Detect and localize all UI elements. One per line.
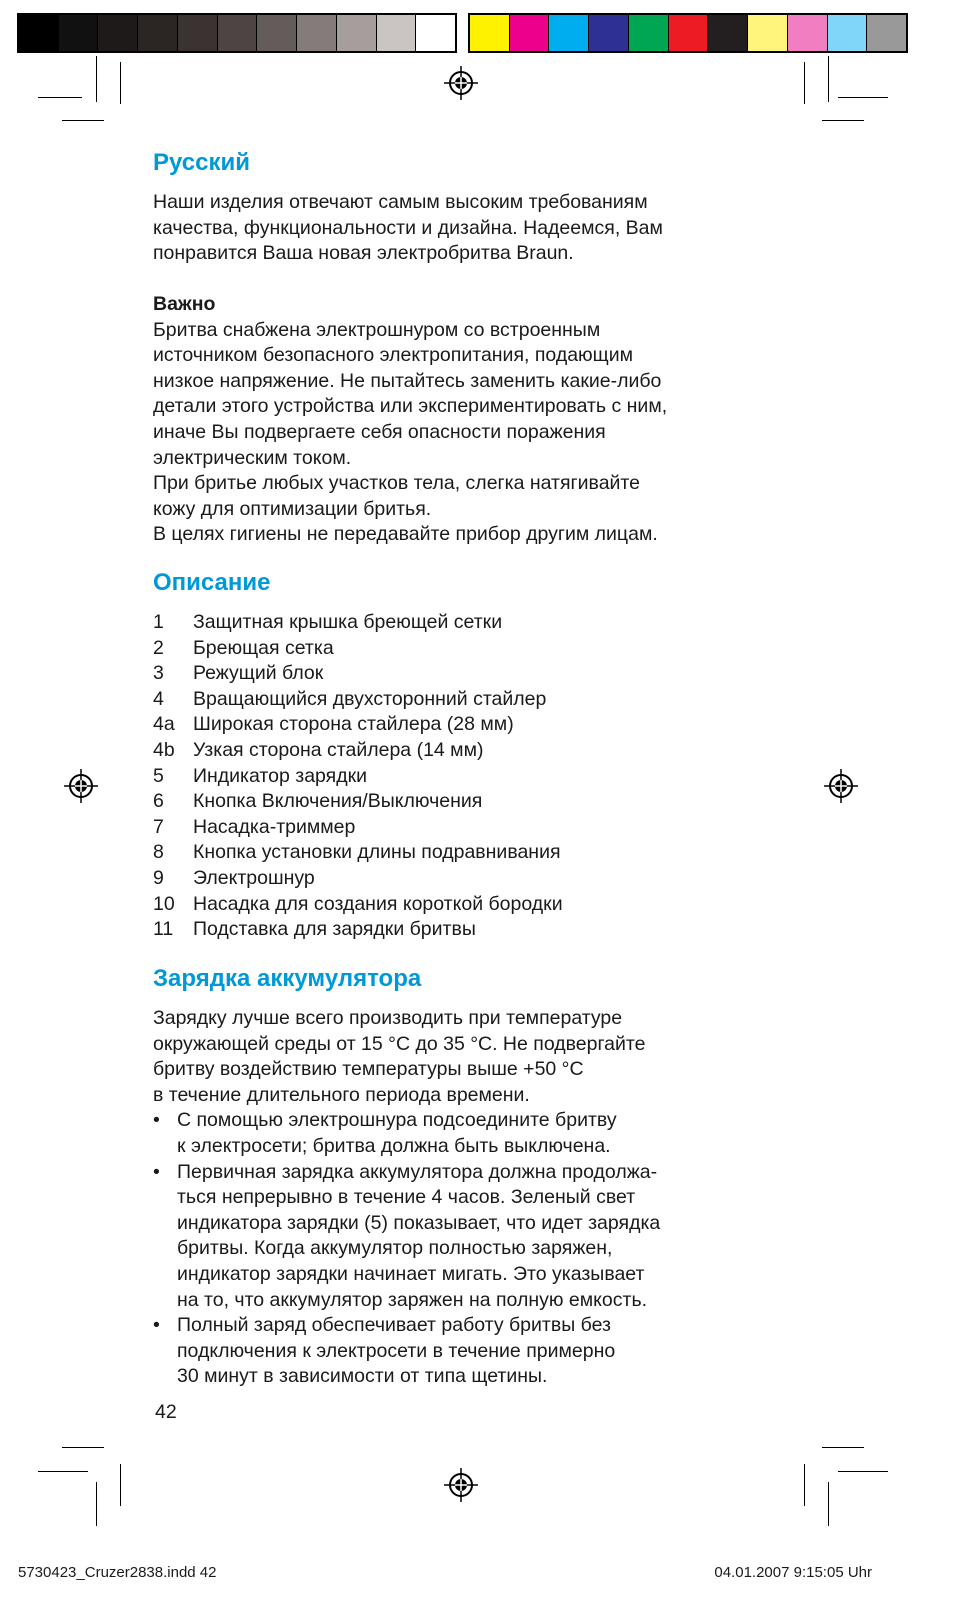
footer-timestamp: 04.01.2007 9:15:05 Uhr bbox=[714, 1564, 872, 1581]
bullet-icon: • bbox=[153, 1314, 160, 1337]
list-item-text: Индикатор зарядки bbox=[193, 764, 368, 787]
list-item bbox=[153, 636, 793, 662]
text-line: Полный заряд обеспечивает работу бритвы без bbox=[177, 1314, 611, 1337]
color-swatch bbox=[788, 15, 828, 51]
text-line: С помощью электрошнура подсоедините бритву bbox=[177, 1109, 617, 1132]
text-line: индикатора зарядки (5) показывает, что идет зарядка bbox=[177, 1211, 661, 1234]
list-item-number: 10 bbox=[153, 892, 175, 915]
color-swatch bbox=[470, 15, 510, 51]
crop-mark bbox=[838, 97, 888, 98]
color-swatch bbox=[589, 15, 629, 51]
list-item bbox=[153, 764, 793, 790]
text-line: низкое напряжение. Не пытайтесь заменить какие-либо bbox=[153, 369, 662, 392]
crop-mark bbox=[120, 1464, 121, 1506]
list-item-text: Электрошнур bbox=[193, 866, 315, 889]
color-swatch bbox=[337, 15, 377, 51]
list-item-number: 1 bbox=[153, 611, 164, 633]
color-swatch bbox=[19, 15, 59, 51]
list-item-number: 2 bbox=[153, 636, 164, 659]
text-line: бритвы. Когда аккумулятор полностью заряжен, bbox=[177, 1237, 613, 1260]
bullet-icon: • bbox=[153, 1109, 160, 1132]
list-item bbox=[153, 712, 793, 738]
color-swatch bbox=[98, 15, 138, 51]
important-label: Важно bbox=[153, 293, 216, 315]
color-swatch bbox=[708, 15, 748, 51]
list-item bbox=[153, 687, 793, 713]
important-block bbox=[153, 292, 793, 548]
color-swatch bbox=[257, 15, 297, 51]
list-item-number: 6 bbox=[153, 790, 164, 813]
list-item-text: Режущий блок bbox=[193, 662, 324, 685]
color-swatch bbox=[867, 15, 906, 51]
text-line: Бритва снабжена электрошнуром со встроенным bbox=[153, 318, 601, 341]
section-title-description: Описание bbox=[153, 569, 271, 596]
crop-mark bbox=[804, 62, 805, 104]
crop-mark bbox=[96, 56, 97, 102]
color-swatch bbox=[669, 15, 709, 51]
list-item-number: 3 bbox=[153, 662, 164, 685]
color-swatch bbox=[748, 15, 788, 51]
list-item-text: Защитная крышка бреющей сетки bbox=[193, 611, 503, 633]
crop-mark bbox=[828, 1482, 829, 1526]
color-swatch bbox=[178, 15, 218, 51]
list-item-text: Насадка-триммер bbox=[193, 815, 356, 838]
text-line: кожу для оптимизации бритья. bbox=[153, 497, 432, 520]
list-item bbox=[153, 661, 793, 687]
text-line: Первичная зарядка аккумулятора должна продолжа- bbox=[177, 1160, 658, 1183]
list-item bbox=[153, 917, 793, 943]
list-item bbox=[153, 610, 793, 636]
text-line: подключения к электросети в течение примерно bbox=[177, 1339, 616, 1362]
color-swatch bbox=[416, 15, 455, 51]
text-line: ться непрерывно в течение 4 часов. Зеленый свет bbox=[177, 1186, 636, 1209]
list-item-text: Широкая сторона стайлера (28 мм) bbox=[193, 713, 514, 736]
list-item-text: Узкая сторона стайлера (14 мм) bbox=[193, 738, 484, 761]
crop-mark bbox=[62, 120, 104, 121]
list-item bbox=[153, 815, 793, 841]
list-item-number: 8 bbox=[153, 841, 164, 864]
charging-intro bbox=[153, 1006, 793, 1108]
list-item-text: Подставка для зарядки бритвы bbox=[193, 918, 476, 941]
grayscale-color-bar bbox=[17, 13, 457, 53]
crop-mark bbox=[62, 1447, 104, 1448]
crop-mark bbox=[96, 1482, 97, 1526]
registration-mark-icon bbox=[823, 768, 859, 804]
section-description bbox=[153, 568, 793, 943]
list-item-number: 11 bbox=[153, 918, 174, 941]
list-item-number: 9 bbox=[153, 866, 164, 889]
section-title-charging: Зарядка аккумулятора bbox=[153, 965, 422, 992]
text-line: В целях гигиены не передавайте прибор другим лицам. bbox=[153, 523, 658, 546]
list-item-text: Бреющая сетка bbox=[193, 636, 334, 659]
bullet-item bbox=[153, 1160, 793, 1314]
intro-paragraph bbox=[153, 190, 793, 267]
color-swatch bbox=[297, 15, 337, 51]
text-line: на то, что аккумулятор заряжен на полную емкость. bbox=[177, 1288, 648, 1311]
section-charging bbox=[153, 964, 793, 1390]
bullet-item bbox=[153, 1108, 793, 1159]
color-swatch bbox=[510, 15, 550, 51]
crop-mark bbox=[38, 1471, 88, 1472]
list-item bbox=[153, 738, 793, 764]
list-item-number: 7 bbox=[153, 815, 164, 838]
color-swatch bbox=[629, 15, 669, 51]
bullet-icon: • bbox=[153, 1160, 160, 1183]
list-item-number: 5 bbox=[153, 764, 164, 787]
list-item bbox=[153, 866, 793, 892]
crop-mark bbox=[828, 56, 829, 102]
color-swatch bbox=[828, 15, 868, 51]
crop-mark bbox=[822, 1447, 864, 1448]
crop-mark bbox=[38, 97, 82, 98]
list-item-number: 4a bbox=[153, 713, 175, 736]
crop-mark bbox=[838, 1471, 888, 1472]
list-item bbox=[153, 840, 793, 866]
text-line: При бритье любых участков тела, слегка натягивайте bbox=[153, 472, 640, 495]
text-line: Наши изделия отвечают самым высоким требованиям bbox=[153, 191, 648, 213]
color-swatch bbox=[377, 15, 417, 51]
section-russian bbox=[153, 148, 793, 267]
list-item-number: 4 bbox=[153, 687, 164, 710]
text-line: 30 минут в зависимости от типа щетины. bbox=[177, 1365, 548, 1388]
footer-file-info: 5730423_Cruzer2838.indd 42 bbox=[18, 1564, 217, 1581]
section-title-russian: Русский bbox=[153, 149, 250, 176]
text-line: к электросети; бритва должна быть выключена. bbox=[177, 1134, 611, 1157]
text-line: понравится Ваша новая электробритва Braun. bbox=[153, 242, 574, 265]
list-item bbox=[153, 892, 793, 918]
text-line: детали этого устройства или экспериментировать с ним, bbox=[153, 395, 668, 418]
parts-list bbox=[153, 610, 793, 943]
crop-mark bbox=[120, 62, 121, 104]
page-number: 42 bbox=[155, 1401, 177, 1423]
text-line: окружающей среды от 15 °C до 35 °C. Не подвергайте bbox=[153, 1032, 646, 1055]
list-item-text: Кнопка Включения/Выключения bbox=[193, 790, 483, 813]
color-swatch bbox=[138, 15, 178, 51]
text-line: Зарядку лучше всего производить при температуре bbox=[153, 1007, 623, 1029]
text-line: иначе Вы подвергаете себя опасности поражения bbox=[153, 420, 606, 443]
list-item bbox=[153, 789, 793, 815]
text-line: в течение длительного периода времени. bbox=[153, 1083, 530, 1106]
text-line: электрическим током. bbox=[153, 446, 352, 469]
charging-bullets bbox=[153, 1108, 793, 1390]
crop-mark bbox=[822, 120, 864, 121]
list-item-text: Вращающийся двухсторонний стайлер bbox=[193, 687, 547, 710]
color-swatch bbox=[218, 15, 258, 51]
list-item-text: Кнопка установки длины подравнивания bbox=[193, 841, 561, 864]
registration-mark-icon bbox=[63, 768, 99, 804]
bullet-item bbox=[153, 1313, 793, 1390]
color-swatch bbox=[549, 15, 589, 51]
list-item-text: Насадка для создания короткой бородки bbox=[193, 892, 563, 915]
text-line: источником безопасного электропитания, подающим bbox=[153, 344, 634, 367]
color-swatch bbox=[59, 15, 99, 51]
text-line: бритву воздействию температуры выше +50 °C bbox=[153, 1058, 584, 1081]
list-item-number: 4b bbox=[153, 738, 175, 761]
crop-mark bbox=[804, 1464, 805, 1506]
process-color-bar bbox=[468, 13, 908, 53]
registration-mark-icon bbox=[443, 65, 479, 101]
text-line: качества, функциональности и дизайна. Надеемся, Вам bbox=[153, 216, 663, 239]
text-line: индикатор зарядки начинает мигать. Это указывает bbox=[177, 1262, 645, 1285]
registration-mark-icon bbox=[443, 1467, 479, 1503]
